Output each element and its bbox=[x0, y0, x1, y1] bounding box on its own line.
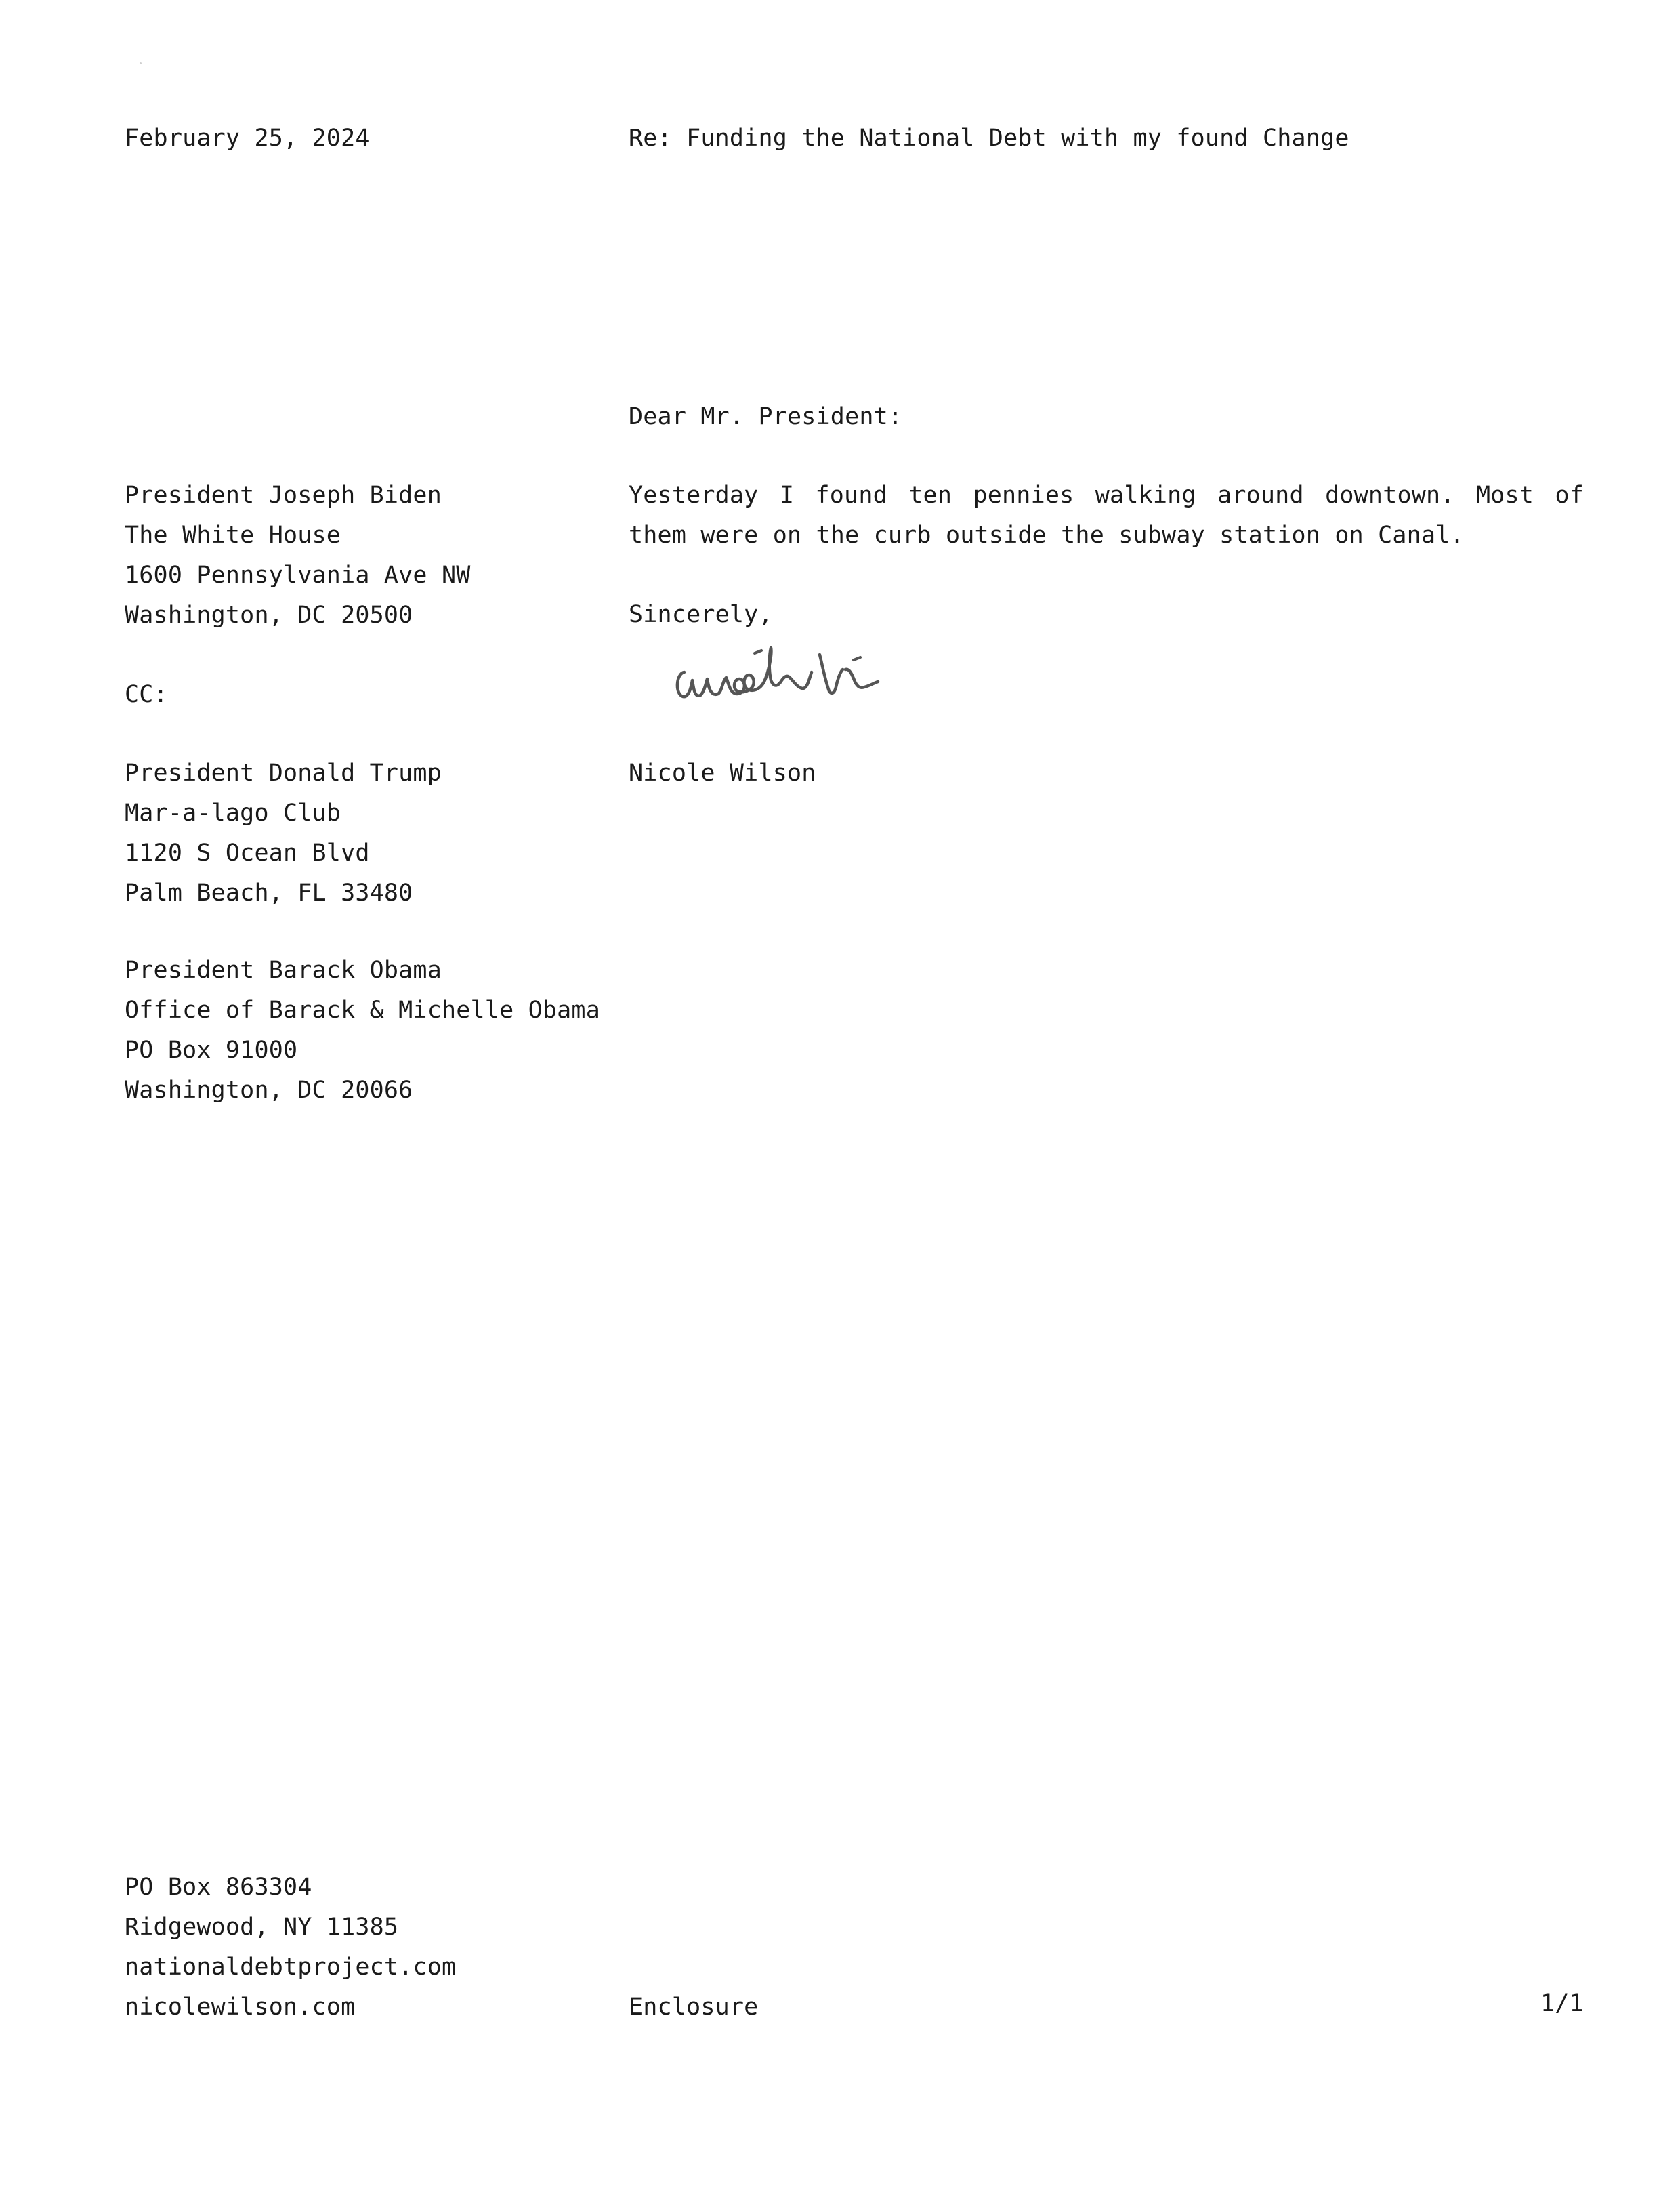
enclosure-note: Enclosure bbox=[629, 1993, 759, 2021]
sender-line-1: PO Box 863304 bbox=[125, 1874, 312, 1901]
handwritten-signature bbox=[663, 623, 974, 718]
cc-label: CC: bbox=[125, 681, 168, 708]
recipient-line-3: Washington, DC 20500 bbox=[125, 602, 413, 629]
signer-name: Nicole Wilson bbox=[629, 760, 816, 787]
page-number: 1/1 bbox=[1540, 1990, 1584, 2017]
salutation: Dear Mr. President: bbox=[629, 403, 903, 430]
sender-website-1: nationaldebtproject.com bbox=[125, 1954, 457, 1981]
cc-line-2: PO Box 91000 bbox=[125, 1037, 298, 1064]
cc-address-2 bbox=[125, 951, 600, 1111]
letter-body: Yesterday I found ten pennies walking around downtown. Most of them were on the curb outside the subway station on Canal. bbox=[629, 482, 1584, 549]
recipient-line-2: 1600 Pennsylvania Ave NW bbox=[125, 562, 471, 589]
cc-line-2: 1120 S Ocean Blvd bbox=[125, 840, 370, 867]
cc-line-3: Washington, DC 20066 bbox=[125, 1077, 413, 1104]
recipient-address bbox=[125, 476, 471, 636]
cc-line-1: Office of Barack & Michelle Obama bbox=[125, 997, 600, 1024]
cc-line-3: Palm Beach, FL 33480 bbox=[125, 880, 413, 907]
sender-address bbox=[125, 1867, 456, 2027]
letter-date: February 25, 2024 bbox=[125, 125, 370, 152]
sender-website-2: nicolewilson.com bbox=[125, 1993, 356, 2021]
cc-name: President Donald Trump bbox=[125, 760, 442, 787]
cc-line-1: Mar-a-lago Club bbox=[125, 800, 341, 827]
closing: Sincerely, bbox=[629, 601, 773, 628]
recipient-line-1: The White House bbox=[125, 522, 341, 549]
recipient-name: President Joseph Biden bbox=[125, 482, 442, 509]
sender-line-2: Ridgewood, NY 11385 bbox=[125, 1914, 399, 1941]
paper-speck bbox=[140, 62, 142, 64]
letter-subject: Re: Funding the National Debt with my found Change bbox=[629, 125, 1349, 152]
cc-address-1 bbox=[125, 753, 442, 913]
cc-name: President Barack Obama bbox=[125, 957, 442, 984]
